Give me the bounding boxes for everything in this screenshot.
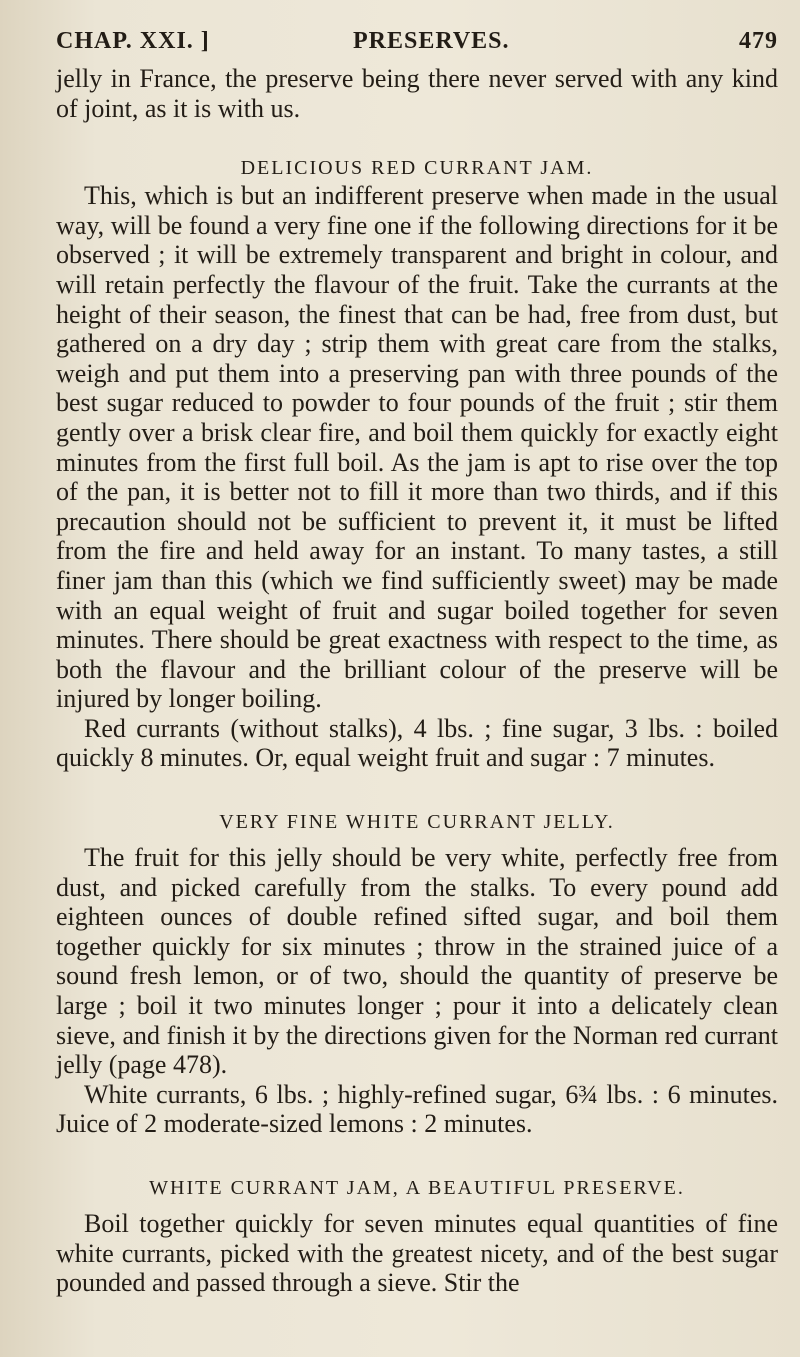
recipe-summary: White currants, 6 lbs. ; highly-refined sugar, 6¾ lbs. : 6 minutes. Juice of 2 moderate-sized lemons : 2 minutes. [56, 1079, 778, 1139]
section-title: PRESERVES. [353, 28, 510, 54]
running-head [56, 28, 778, 64]
chapter-label: CHAP. XXI. ] [56, 28, 210, 54]
book-page [56, 28, 778, 1338]
recipe-summary: Red currants (without stalks), 4 lbs. ; fine sugar, 3 lbs. : boiled quickly 8 minutes. Or, equal weight fruit and sugar : 7 minutes. [56, 713, 778, 773]
continued-paragraph: jelly in France, the preserve being there never served with any kind of joint, as it is with us. [56, 64, 778, 123]
recipe-paragraph: Boil together quickly for seven minutes equal quantities of fine white currants, picked with the greatest nicety, and of the best sugar pounded and passed through a sieve. Stir the [56, 1209, 778, 1298]
section-heading: DELICIOUS RED CURRANT JAM. [240, 157, 594, 180]
section-heading: WHITE CURRANT JAM, A BEAUTIFUL PRESERVE. [149, 1177, 685, 1199]
page-number: 479 [739, 28, 778, 54]
section-heading: VERY FINE WHITE CURRANT JELLY. [219, 811, 615, 834]
recipe-paragraph: The fruit for this jelly should be very white, perfectly free from dust, and picked carefully from the stalks. To every pound add eighteen ounces of double refined sifted sugar, and boil them together quickly for six minutes ; throw in the strained juice of a sound fresh lemon, or of two, should the quantity of preserve be large ; boil it two minutes longer ; pour it into a delicately clean sieve, and finish it by the directions given for the Norman red currant jelly (page 478). [56, 843, 778, 1080]
recipe-paragraph: This, which is but an indifferent preserve when made in the usual way, will be found a very fine one if the following directions for it be observed ; it will be extremely transparent and bright in colour, and will retain perfectly the flavour of the fruit. Take the currants at the height of their season, the finest that can be had, free from dust, but gathered on a dry day ; strip them with great care from the stalks, weigh and put them into a preserving pan with three pounds of the best sugar reduced to powder to four pounds of the fruit ; stir them gently over a brisk clear fire, and boil them quickly for exactly eight minutes from the first full boil. As the jam is apt to rise over the top of the pan, it is better not to fill it more than two thirds, and if this precaution should not be sufficient to prevent it, it must be lifted from the fire and held away for an instant. To many tastes, a still finer jam than this (which we find sufficiently sweet) may be made with an equal weight of fruit and sugar boiled together for seven minutes. There should be great exactness with respect to the time, as both the flavour and the brilliant colour of the preserve will be injured by longer boiling. [56, 181, 778, 714]
